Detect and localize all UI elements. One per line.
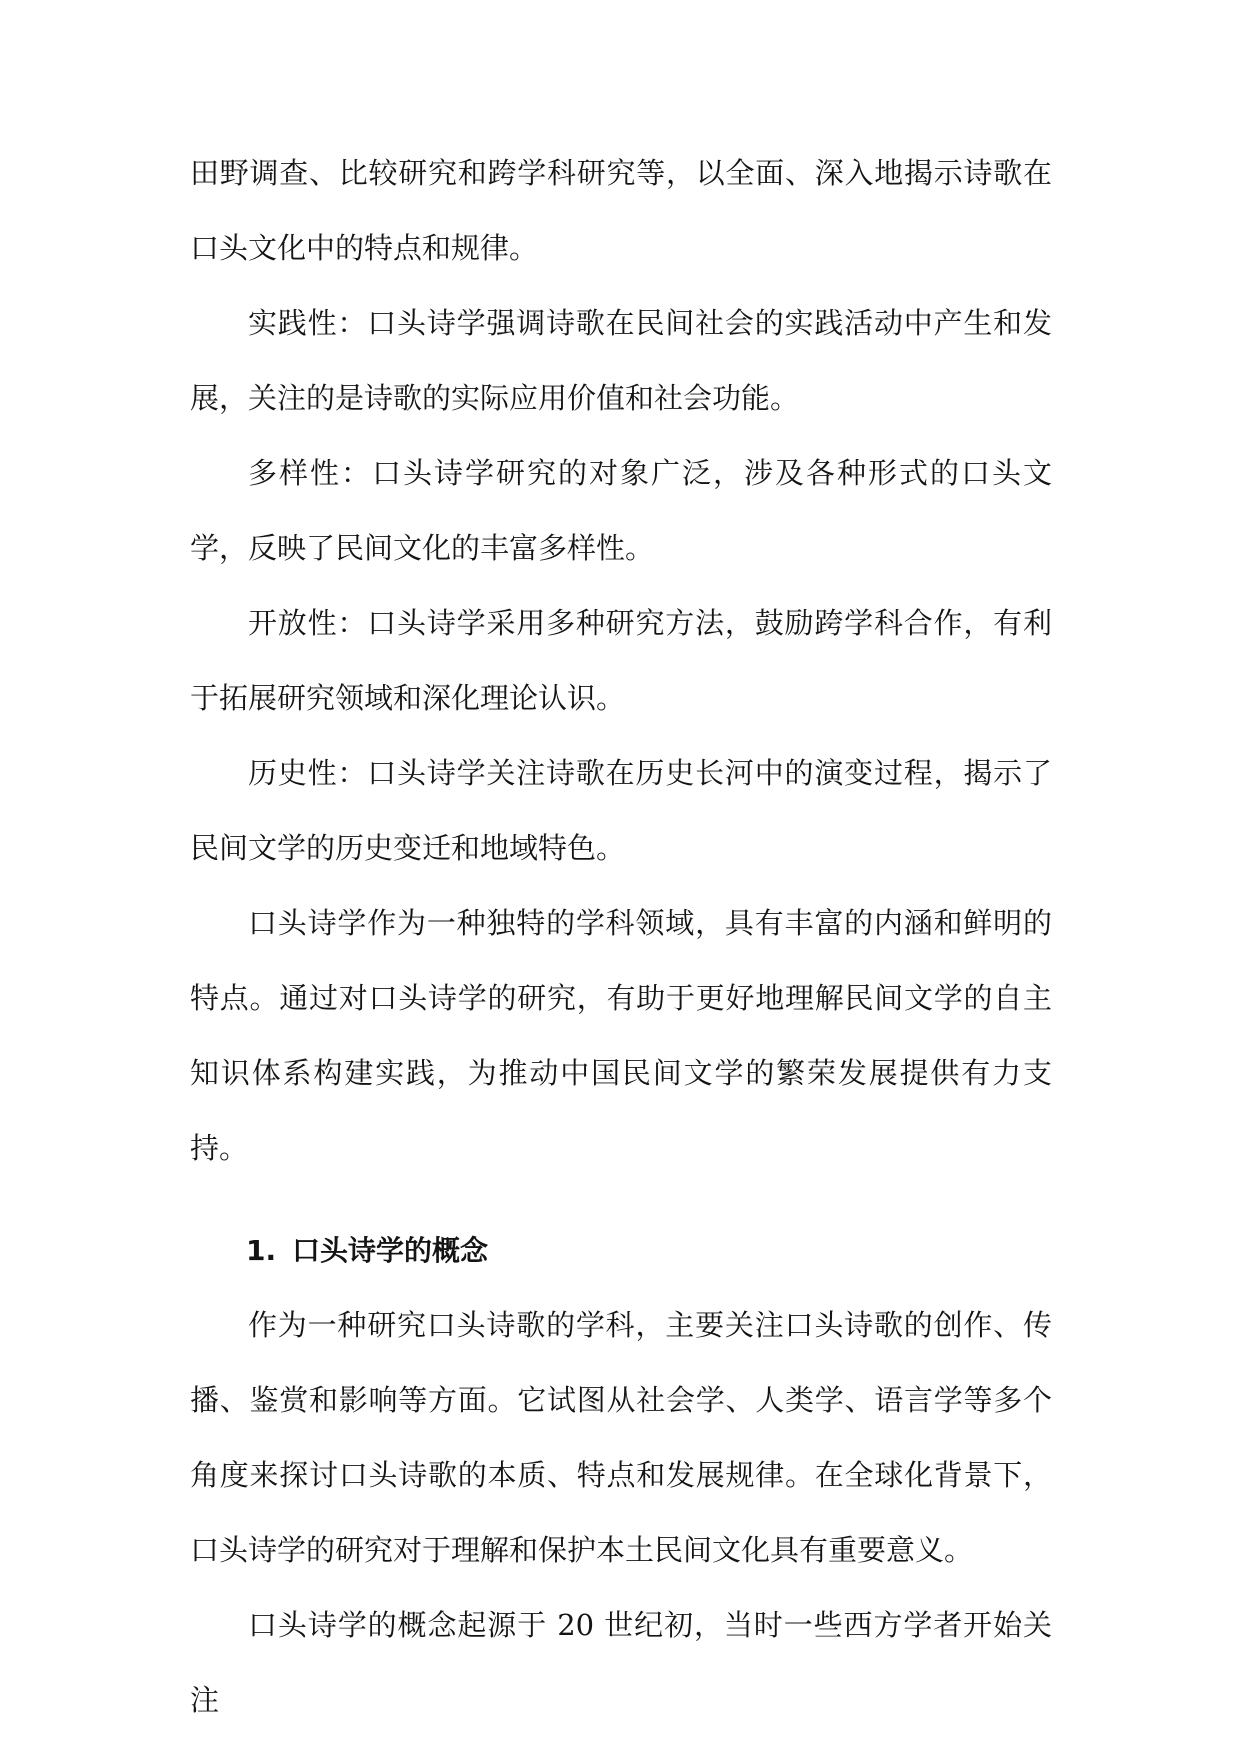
paragraph-practicality: 实践性：口头诗学强调诗歌在民间社会的实践活动中产生和发展，关注的是诗歌的实际应用价值和社会功能。 [190,306,1052,415]
section-heading [190,1213,1052,1288]
paragraph-historicity: 历史性：口头诗学关注诗歌在历史长河中的演变过程，揭示了民间文学的历史变迁和地域特色。 [190,756,1052,865]
paragraph-summary: 口头诗学作为一种独特的学科领域，具有丰富的内涵和鲜明的特点。通过对口头诗学的研究，有助于更好地理解民间文学的自主知识体系构建实践，为推动中国民间文学的繁荣发展提供有力支持。 [190,906,1052,1165]
paragraph-diversity: 多样性：口头诗学研究的对象广泛，涉及各种形式的口头文学，反映了民间文化的丰富多样性。 [190,456,1052,565]
paragraph-openness: 开放性：口头诗学采用多种研究方法，鼓励跨学科合作，有利于拓展研究领域和深化理论认识。 [190,606,1052,715]
document-body [190,136,1052,1738]
paragraph-concept-origin: 口头诗学的概念起源于 20 世纪初，当时一些西方学者开始关注 [190,1608,1052,1717]
section-number: 1. [246,1234,277,1267]
paragraph-concept-definition: 作为一种研究口头诗歌的学科，主要关注口头诗歌的创作、传播、鉴赏和影响等方面。它试图从社会学、人类学、语言学等多个角度来探讨口头诗歌的本质、特点和发展规律。在全球化背景下，口头诗学的研究对于理解和保护本土民间文化具有重要意义。 [190,1308,1052,1567]
section-title: 口头诗学的概念 [292,1234,489,1267]
paragraph-continuation: 田野调查、比较研究和跨学科研究等，以全面、深入地揭示诗歌在口头文化中的特点和规律。 [190,156,1052,265]
